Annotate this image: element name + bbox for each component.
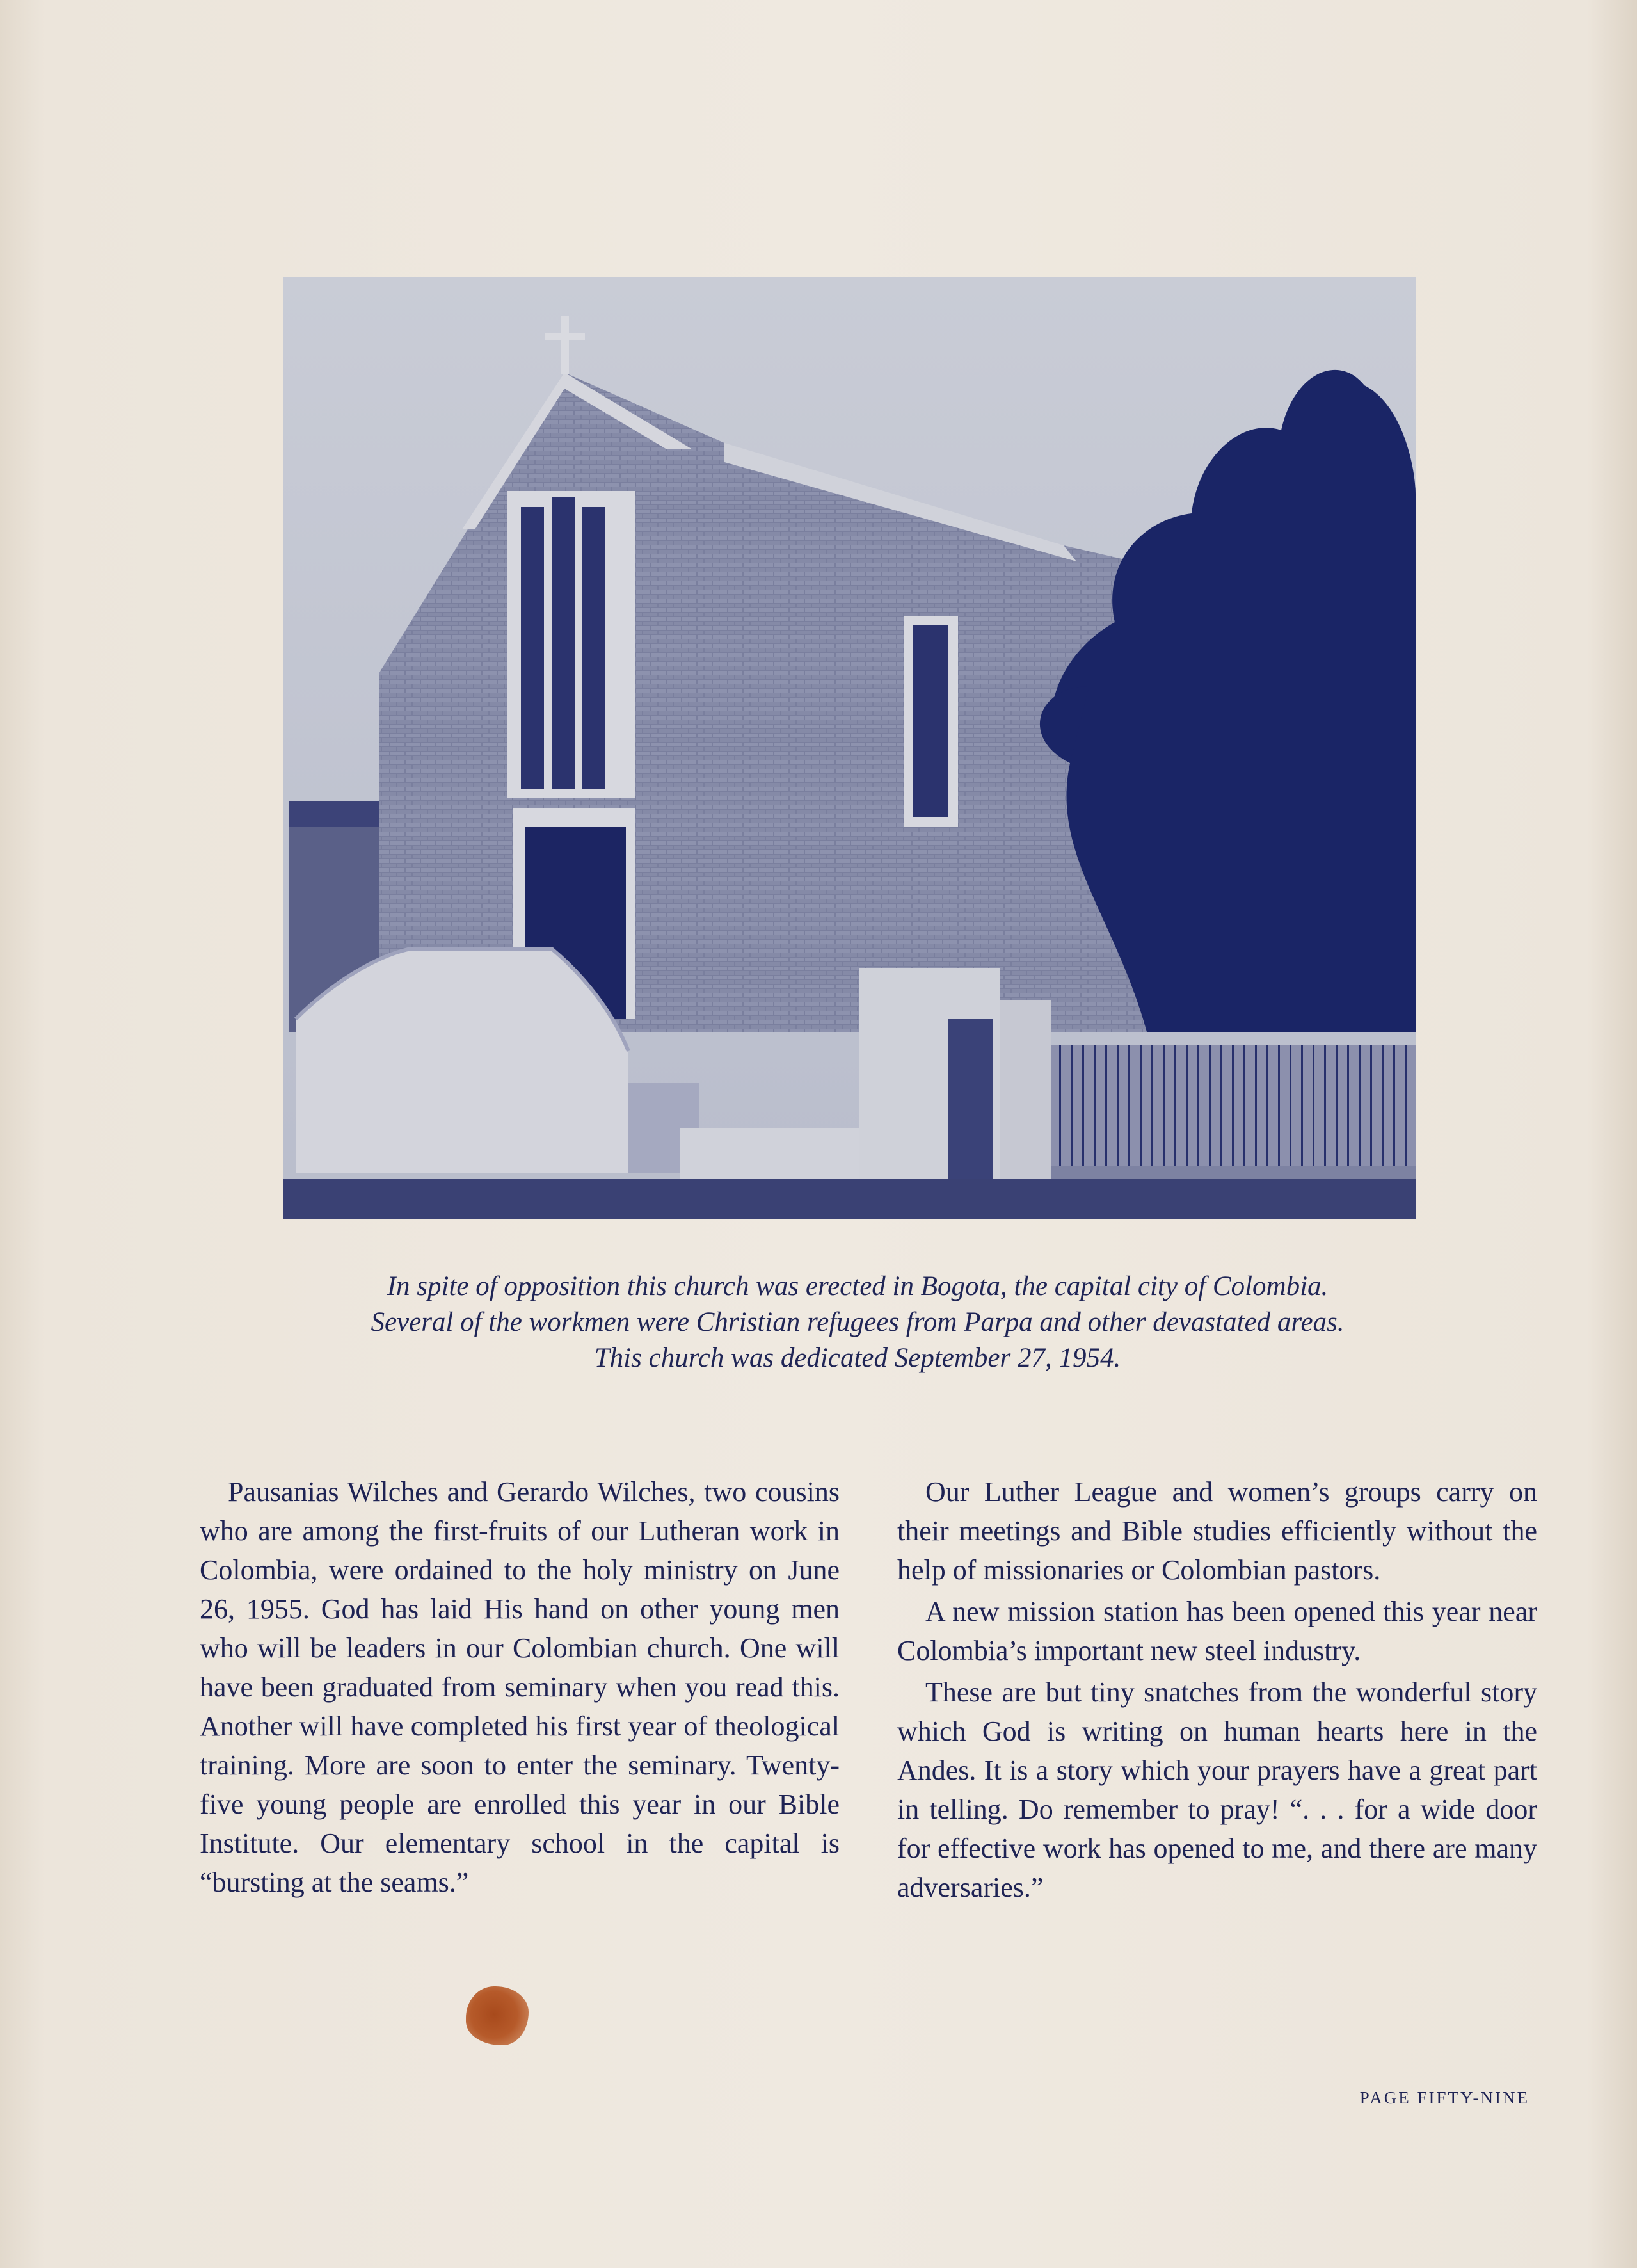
paragraph: Our Luther League and women’s groups carry on their meetings and Bible studies efficiently without the help of missionaries or Colombian pastors. xyxy=(897,1476,1537,1586)
photo-caption: In spite of opposition this church was erected in Bogota, the capital city of Colombia. Several of the workmen were Christian refugees from Parpa and other devastated areas. This church was dedicated September 27, 1954. xyxy=(371,1271,1345,1373)
church-photo-illustration xyxy=(283,277,1416,1219)
left-column xyxy=(200,1472,840,1959)
paragraph: A new mission station has been opened this year near Colombia’s important new steel industry. xyxy=(897,1596,1537,1666)
paragraph: Pausanias Wilches and Gerardo Wilches, two cousins who are among the first-fruits of our Lutheran work in Colombia, were ordained to the holy ministry on June 26, 1955. God has laid His hand on other young men who will be leaders in our Colombian church. One will have been graduated from seminary when you read this. Another will have completed his first year of theological training. More are soon to enter the seminary. Twenty-five young people are enrolled this year in our Bible Institute. Our elementary school in the capital is “bursting at the seams.” xyxy=(200,1476,840,1898)
right-column xyxy=(897,1472,1537,1959)
church-photograph xyxy=(283,277,1416,1219)
paragraph: These are but tiny snatches from the wonderful story which God is writing on human hearts here in the Andes. It is a story which your prayers have a great part in telling. Do remember to pray! “. . . for a wide door for effective work has opened to me, and there are many adversaries.” xyxy=(897,1677,1537,1903)
body-columns xyxy=(200,1472,1537,1959)
page-number: PAGE FIFTY-NINE xyxy=(1359,2088,1529,2107)
rust-stain xyxy=(466,1986,529,2045)
